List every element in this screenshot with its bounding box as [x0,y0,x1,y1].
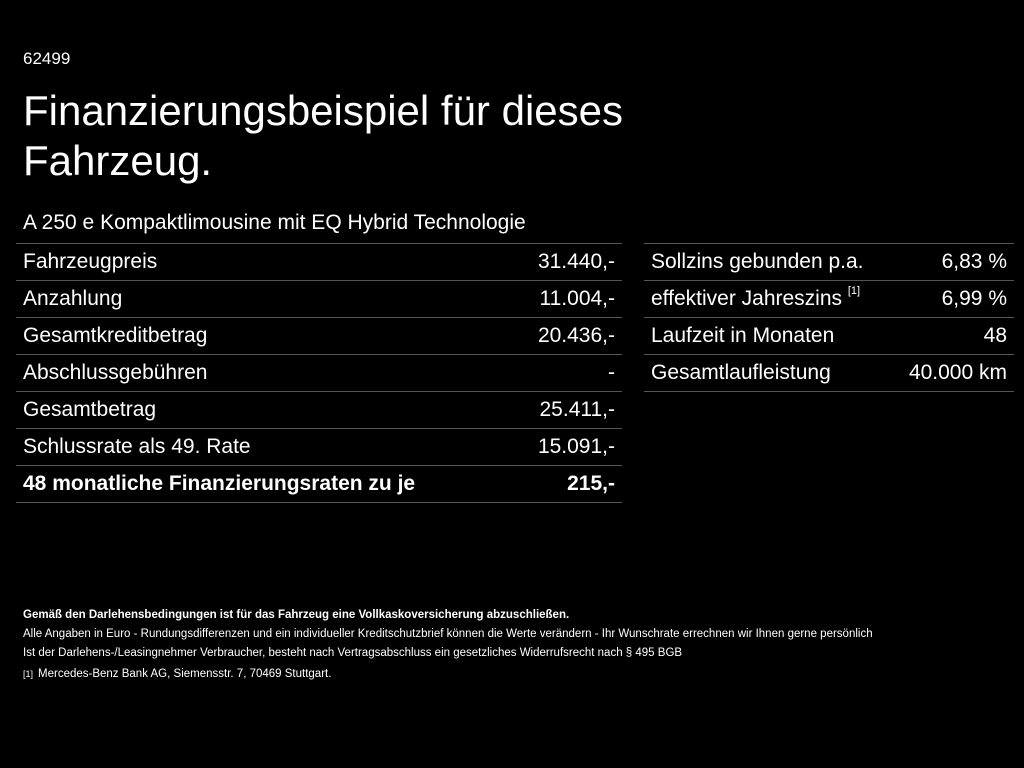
table-row [644,318,1014,355]
row-value: 6,99 % [894,281,1014,318]
row-label: Fahrzeugpreis [16,244,517,281]
footnote-text: Mercedes-Benz Bank AG, Siemensstr. 7, 70469 Stuttgart. [38,668,332,680]
row-label: Gesamtkreditbetrag [16,318,517,355]
legal-notes [23,606,1013,684]
table-row [16,244,622,281]
disclaimer-line: Alle Angaben in Euro - Rundungsdifferenzen und ein individueller Kreditschutzbrief können die Werte verändern - Ihr Wunschrate errechnen wir Ihnen gerne persönlich [23,628,873,640]
row-label: Gesamtlaufleistung [644,355,894,392]
row-label: Laufzeit in Monaten [644,318,894,355]
row-value: 20.436,- [517,318,622,355]
withdrawal-note: Ist der Darlehens-/Leasingnehmer Verbraucher, besteht nach Vertragsabschluss ein gesetzliches Widerrufsrecht nach § 495 BGB [23,647,683,659]
monthly-rate-row [16,466,622,503]
table-row [16,429,622,466]
row-value: - [517,355,622,392]
row-label: 48 monatliche Finanzierungsraten zu je [16,466,517,503]
table-row [16,318,622,355]
row-label: effektiver Jahreszins [651,287,843,310]
table-row [16,281,622,318]
row-value: 6,83 % [894,244,1014,281]
row-label: Abschlussgebühren [16,355,517,392]
page-title: Finanzierungsbeispiel für dieses Fahrzeug. [23,87,623,184]
financing-table [16,243,622,503]
table-row [644,355,1014,392]
row-value: 40.000 km [894,355,1014,392]
footnote-marker: [1] [23,669,34,679]
row-label: Sollzins gebunden p.a. [644,244,894,281]
footnote [23,665,1013,684]
insurance-note: Gemäß den Darlehensbedingungen ist für das Fahrzeug eine Vollkaskoversicherung abzuschließen. [23,609,570,621]
offer-code: 62499 [23,49,71,68]
interest-table [644,243,1014,392]
table-row [644,281,1014,318]
table-row [644,244,1014,281]
row-value: 15.091,- [517,429,622,466]
table-row [16,392,622,429]
row-label: Schlussrate als 49. Rate [16,429,517,466]
row-label-with-footnote [644,281,894,318]
row-label: Gesamtbetrag [16,392,517,429]
row-value: 11.004,- [517,281,622,318]
row-label: Anzahlung [16,281,517,318]
row-value: 215,- [517,466,622,503]
row-value: 25.411,- [517,392,622,429]
row-value: 48 [894,318,1014,355]
footnote-reference: [1] [847,285,861,297]
table-row [16,355,622,392]
vehicle-subtitle: A 250 e Kompaktlimousine mit EQ Hybrid Technologie [23,211,526,234]
row-value: 31.440,- [517,244,622,281]
